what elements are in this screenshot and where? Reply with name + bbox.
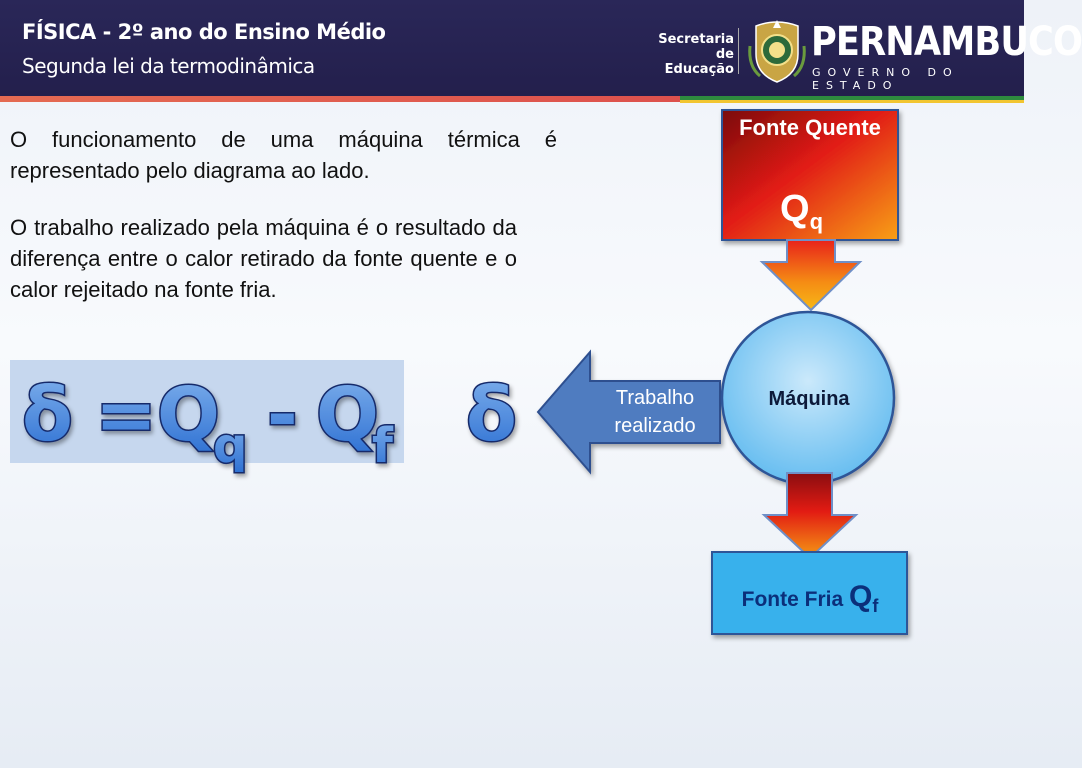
cold-heat-label — [849, 580, 879, 616]
state-logo-tagline: GOVERNO DO ESTADO — [812, 66, 959, 92]
lesson-subtitle: Segunda lei da termodinâmica — [22, 54, 315, 78]
hot-q: Q — [780, 188, 810, 230]
work-label: Trabalho realizado — [614, 387, 696, 437]
formula-f-sub: f — [372, 418, 393, 474]
work-paragraph: O trabalho realizado pela máquina é o resultado da diferença entre o calor retirado da fonte quente e o calor rejeitado na fonte fria. — [10, 215, 517, 302]
cold-source-label: Fonte Fria — [741, 588, 844, 611]
formula-q1: Q — [157, 372, 220, 458]
heat-out-arrow — [764, 473, 856, 558]
cold-q: Q — [849, 580, 873, 613]
secretaria-line2: Educação — [664, 62, 734, 77]
course-title: FÍSICA - 2º ano do Ensino Médio — [22, 20, 386, 44]
machine-label: Máquina — [768, 388, 850, 410]
formula-delta: δ — [22, 372, 73, 458]
state-logo-text: PERNAMBUCO — [811, 19, 1082, 65]
hot-q-sub: q — [809, 209, 824, 234]
cold-q-sub: f — [872, 596, 879, 616]
formula-q-sub: q — [213, 418, 248, 474]
hot-source-label: Fonte Quente — [739, 115, 881, 140]
heat-in-arrow — [762, 240, 860, 310]
intro-paragraph: O funcionamento de uma máquina térmica é representado pelo diagrama ao lado. — [10, 127, 557, 183]
cold-source-label-group — [712, 580, 908, 617]
formula-minus: - — [267, 372, 298, 458]
formula-equals: = — [95, 372, 158, 458]
delta-symbol: δ — [466, 372, 517, 458]
formula-q2: Q — [316, 372, 379, 458]
hot-heat-label — [780, 188, 823, 235]
secretaria-line1: Secretaria de — [658, 32, 734, 62]
